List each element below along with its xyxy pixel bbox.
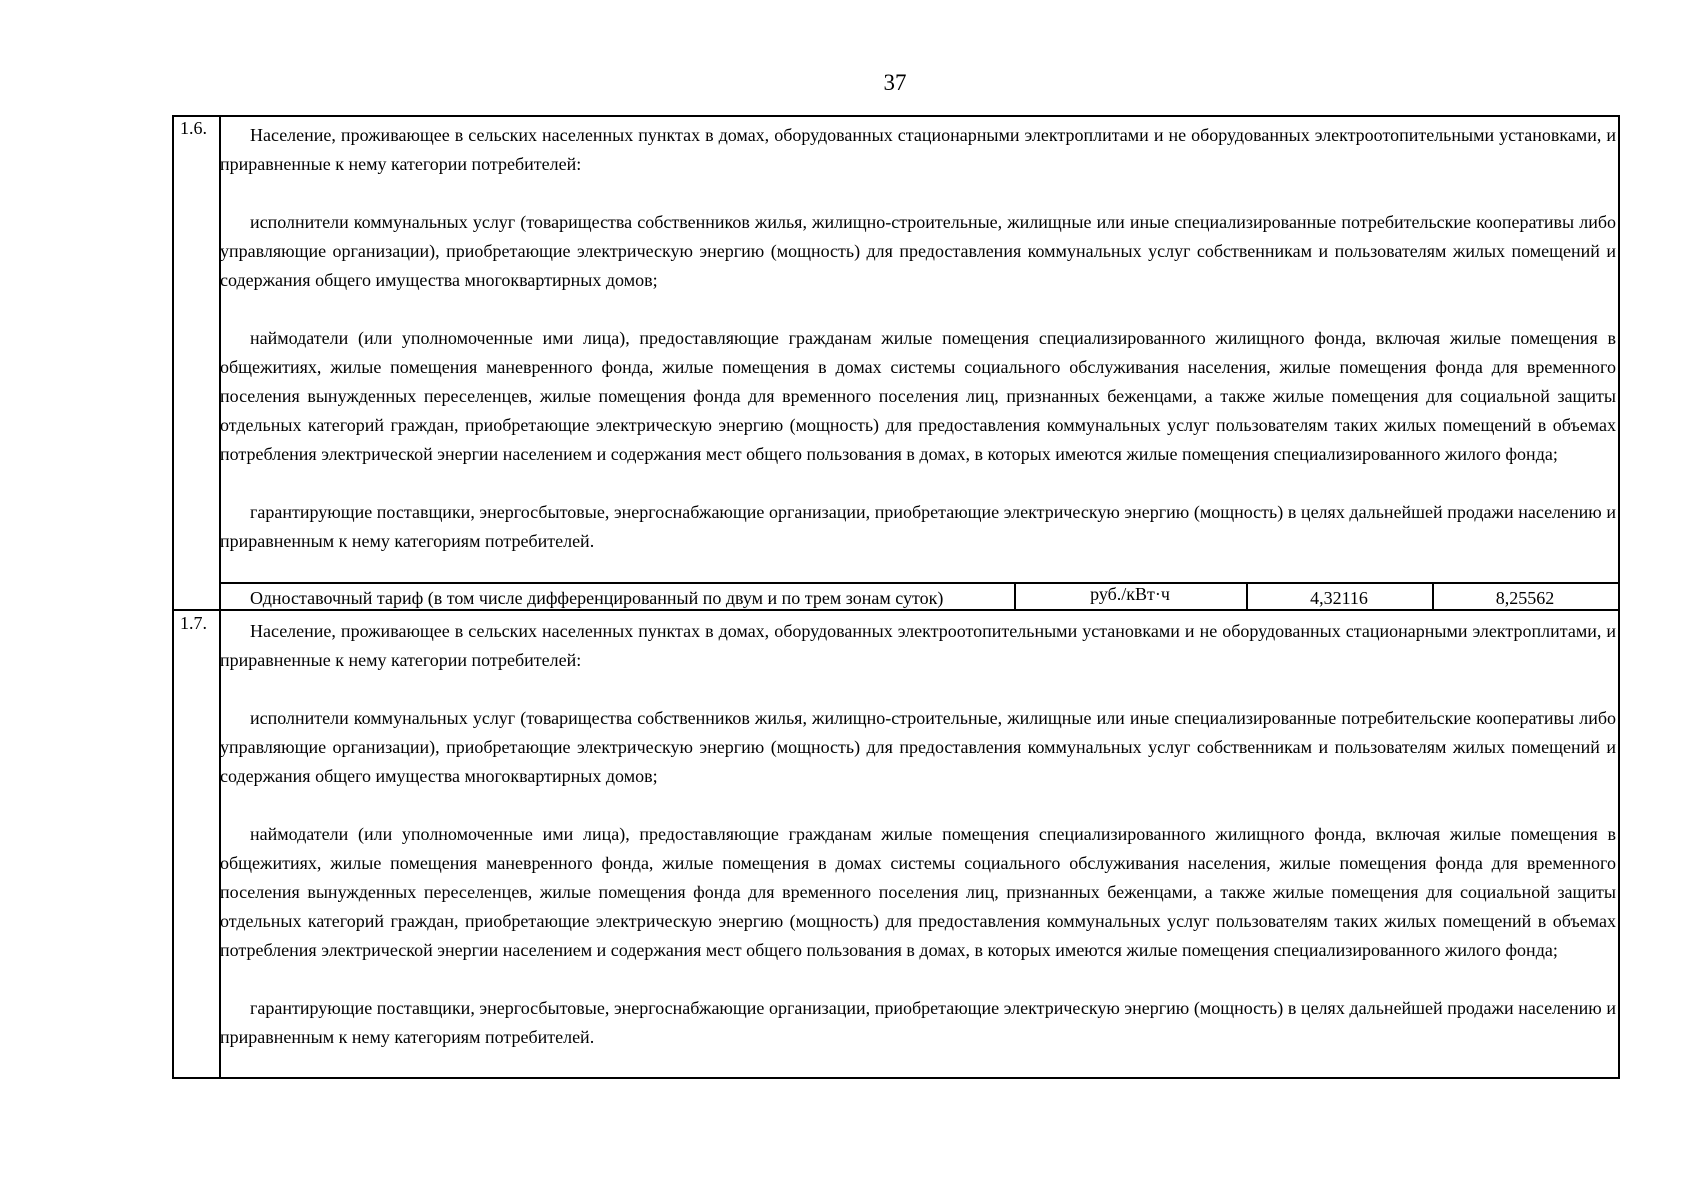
row-description [220, 617, 1616, 1052]
tariff-label: Одноставочный тариф (в том числе дифференцированный по двум и по трем зонам суток) [250, 588, 944, 608]
paragraph: наймодатели (или уполномоченные ими лица), предоставляющие гражданам жилые помещения специализированного жилищного фонда, включая жилые помещения в общежитиях, жилые помещения маневренного фонда, жилые помещения в домах системы социального обслуживания населения, жилые помещения фонда для временного поселения вынужденных переселенцев, жилые помещения фонда для временного поселения лиц, признанных беженцами, а также жилые помещения для социальной защиты отдельных категорий граждан, приобретающие электрическую энергию (мощность) для предоставления коммунальных услуг пользователям таких жилых помещений в объемах потребления электрической энергии населением и содержания мест общего пользования в домах, в которых имеются жилые помещения специализированного жилого фонда; [220, 824, 1616, 960]
paragraph: исполнители коммунальных услуг (товарищества собственников жилья, жилищно-строительные, жилищные или иные специализированные потребительские кооперативы либо управляющие организации), приобретающие электрическую энергию (мощность) для предоставления коммунальных услуг собственникам и пользователям жилых помещений и содержания общего имущества многоквартирных домов; [220, 212, 1616, 290]
paragraph: Население, проживающее в сельских населенных пунктах в домах, оборудованных стационарными электроплитами и не оборудованных электроотопительными установками, и приравненные к нему категории потребителей: [220, 125, 1616, 174]
tariff-row [220, 583, 1620, 609]
page-number: 37 [883, 70, 907, 95]
paragraph: наймодатели (или уполномоченные ими лица), предоставляющие гражданам жилые помещения специализированного жилищного фонда, включая жилые помещения в общежитиях, жилые помещения маневренного фонда, жилые помещения в домах системы социального обслуживания населения, жилые помещения фонда для временного поселения вынужденных переселенцев, жилые помещения фонда для временного поселения лиц, признанных беженцами, а также жилые помещения для социальной защиты отдельных категорий граждан, приобретающие электрическую энергию (мощность) для предоставления коммунальных услуг пользователям таких жилых помещений в объемах потребления электрической энергии населением и содержания мест общего пользования в домах, в которых имеются жилые помещения специализированного жилого фонда; [220, 328, 1616, 464]
paragraph: исполнители коммунальных услуг (товарищества собственников жилья, жилищно-строительные, жилищные или иные специализированные потребительские кооперативы либо управляющие организации), приобретающие электрическую энергию (мощность) для предоставления коммунальных услуг собственникам и пользователям жилых помещений и содержания общего имущества многоквартирных домов; [220, 708, 1616, 786]
row-separator [172, 609, 1620, 611]
paragraph: гарантирующие поставщики, энергосбытовые, энергоснабжающие организации, приобретающие электрическую энергию (мощность) в целях дальнейшей продажи населению и приравненным к нему категориям потребителей. [220, 502, 1616, 551]
tariff-value-1: 4,32116 [1310, 588, 1368, 608]
paragraph: Население, проживающее в сельских населенных пунктах в домах, оборудованных электроотопительными установками и не оборудованных стационарными электроплитами, и приравненные к нему категории потребителей: [220, 621, 1616, 670]
paragraph: гарантирующие поставщики, энергосбытовые, энергоснабжающие организации, приобретающие электрическую энергию (мощность) в целях дальнейшей продажи населению и приравненным к нему категориям потребителей. [220, 998, 1616, 1047]
row-description [220, 121, 1616, 556]
tariff-unit: руб./кВт·ч [1090, 584, 1170, 604]
tariff-value-2: 8,25562 [1495, 588, 1555, 608]
row-number: 1.7. [180, 613, 207, 633]
row-number: 1.6. [180, 118, 207, 138]
